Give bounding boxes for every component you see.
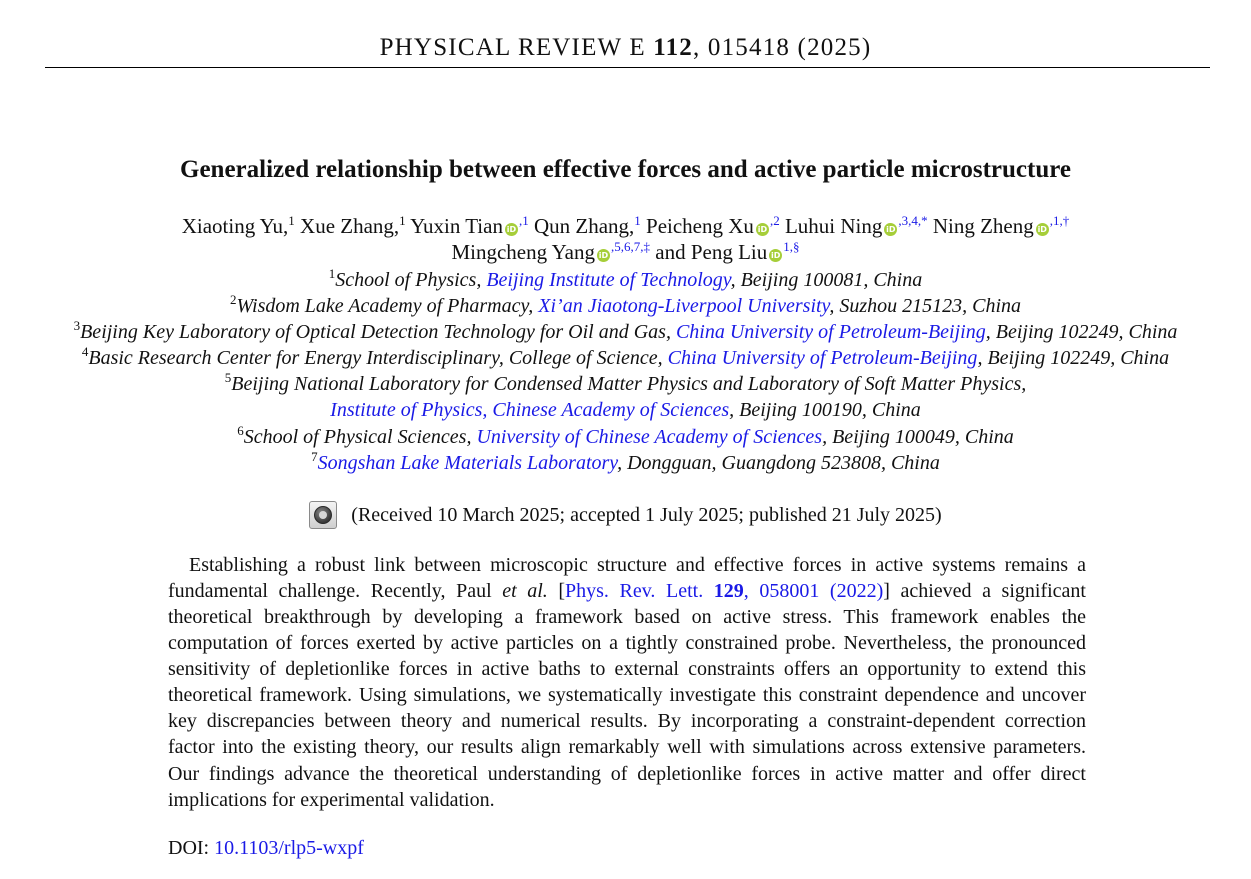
author[interactable]: Peng Liu $iD^{1,\S}$ [690, 239, 800, 264]
affiliation-link[interactable]: China University of Petroleum-Beijing [675, 321, 986, 343]
doi-label: DOI: [168, 837, 210, 859]
et-al: et al. [502, 580, 548, 602]
author-list-continued [0, 239, 1251, 265]
article-number: , 015418 (2025) [693, 34, 872, 61]
abstract-line: key discrepancies between theory and numerical results. By incorporating a constraint-dependent correction [168, 710, 1086, 732]
affiliation-link[interactable]: Songshan Lake Materials Laboratory [317, 452, 618, 474]
orcid-icon[interactable]: iD [598, 251, 609, 260]
abstract-line: sensitivity of depletionlike forces in active baths to external constraints offers an opportunity to extend this [168, 658, 1086, 680]
orcid-icon[interactable]: iD [757, 225, 768, 234]
check-for-updates-icon[interactable] [309, 501, 337, 529]
affiliation: $^7$Songshan Lake Materials Laboratory, Dongguan, Guangdong 523808, China [311, 449, 940, 474]
affiliation: $^3$Beijing Key Laboratory of Optical Detection Technology for Oil and Gas, China University of Petroleum-Beijing, Beijing 102249, China [73, 318, 1178, 343]
author[interactable]: Mingcheng Yang $iD^{,5,6,7,\ddagger}$ [451, 239, 650, 264]
affiliation: $^1$School of Physics, Beijing Institute of Technology, Beijing 100081, China [328, 266, 923, 291]
affiliation-link[interactable]: China University of Petroleum-Beijing [667, 347, 978, 369]
orcid-icon[interactable]: iD [771, 251, 781, 260]
author[interactable]: Xiaoting Yu,$^1$ [181, 213, 295, 238]
author-list [0, 213, 1251, 239]
header-rule [45, 67, 1210, 68]
doi-link[interactable]: 10.1103/rlp5-wxpf [214, 837, 364, 859]
abstract-line: implications for experimental validation. [168, 789, 495, 811]
author[interactable]: Ning Zheng $iD^{,1,\dagger}$ [932, 213, 1070, 238]
affiliation: $^6$School of Physical Sciences, University of Chinese Academy of Sciences, Beijing 100049, China [237, 423, 1014, 448]
dates-text: (Received 10 March 2025; accepted 1 July 2025; published 21 July 2025) [351, 504, 942, 526]
journal-name: PHYSICAL REVIEW E [379, 34, 646, 61]
orcid-icon[interactable]: iD [886, 225, 896, 234]
affiliation-continued: Institute of Physics, Chinese Academy of Sciences, Beijing 100190, China [330, 399, 921, 421]
affiliation-link[interactable]: Xi’an Jiaotong-Liverpool University [538, 295, 830, 317]
orcid-icon[interactable]: iD [506, 225, 517, 234]
affiliation: $^5$Beijing National Laboratory for Condensed Matter Physics and Laboratory of Soft Matter Physics, [224, 370, 1027, 395]
affiliation-link[interactable]: Institute of Physics, Chinese Academy of Sciences [330, 399, 730, 421]
doi [168, 835, 364, 861]
orcid-icon[interactable]: iD [1037, 225, 1047, 234]
author[interactable]: Qun Zhang,$^1$ [533, 213, 641, 238]
abstract-line: fundamental challenge. Recently, Paul et al. [Phys. Rev. Lett. 129, 058001 (2022)] achieved a significant [168, 580, 1086, 602]
journal-header [0, 30, 1251, 66]
abstract-line: theoretical breakthrough by developing a framework based on active stress. This framework enables the [168, 606, 1086, 628]
author[interactable]: Luhui Ning $iD^{,3,4,*}$ [784, 213, 928, 238]
abstract-line: computation of forces exerted by active particles on a tightly constrained probe. Nevertheless, the pronounced [168, 632, 1086, 654]
paper-title: Generalized relationship between effective forces and active particle microstructure [180, 156, 1071, 183]
abstract-line: factor into the existing theory, our results align remarkably well with simulations across extensive parameters. [168, 736, 1086, 758]
abstract-line: theoretical framework. Using simulations, we systematically investigate this constraint dependence and uncover [168, 684, 1086, 706]
abstract-line: Establishing a robust link between microscopic structure and effective forces in active systems remains a [189, 554, 1086, 576]
publication-dates [0, 500, 1251, 530]
author[interactable]: Yuxin Tian $iD^{,1}$ [410, 213, 529, 238]
journal-volume: 112 [653, 34, 693, 61]
abstract-line: Our findings advance the theoretical understanding of depletionlike forces in active matter and offer direct [168, 763, 1086, 785]
author-connector: and [655, 240, 686, 264]
author[interactable]: Peicheng Xu $iD^{,2}$ [646, 213, 780, 238]
affiliation-link[interactable]: University of Chinese Academy of Sciences [476, 426, 823, 448]
author[interactable]: Xue Zhang,$^1$ [300, 213, 406, 238]
affiliation: $^4$Basic Research Center for Energy Interdisciplinary, College of Science, China University of Petroleum-Beijing, Beijing 102249, China [81, 344, 1170, 369]
affiliation-link[interactable]: Beijing Institute of Technology [486, 269, 731, 291]
reference-link[interactable]: Phys. Rev. Lett. 129, 058001 (2022) [565, 580, 884, 602]
affiliation: $^2$Wisdom Lake Academy of Pharmacy, Xi’an Jiaotong-Liverpool University, Suzhou 215123, China [229, 292, 1022, 317]
